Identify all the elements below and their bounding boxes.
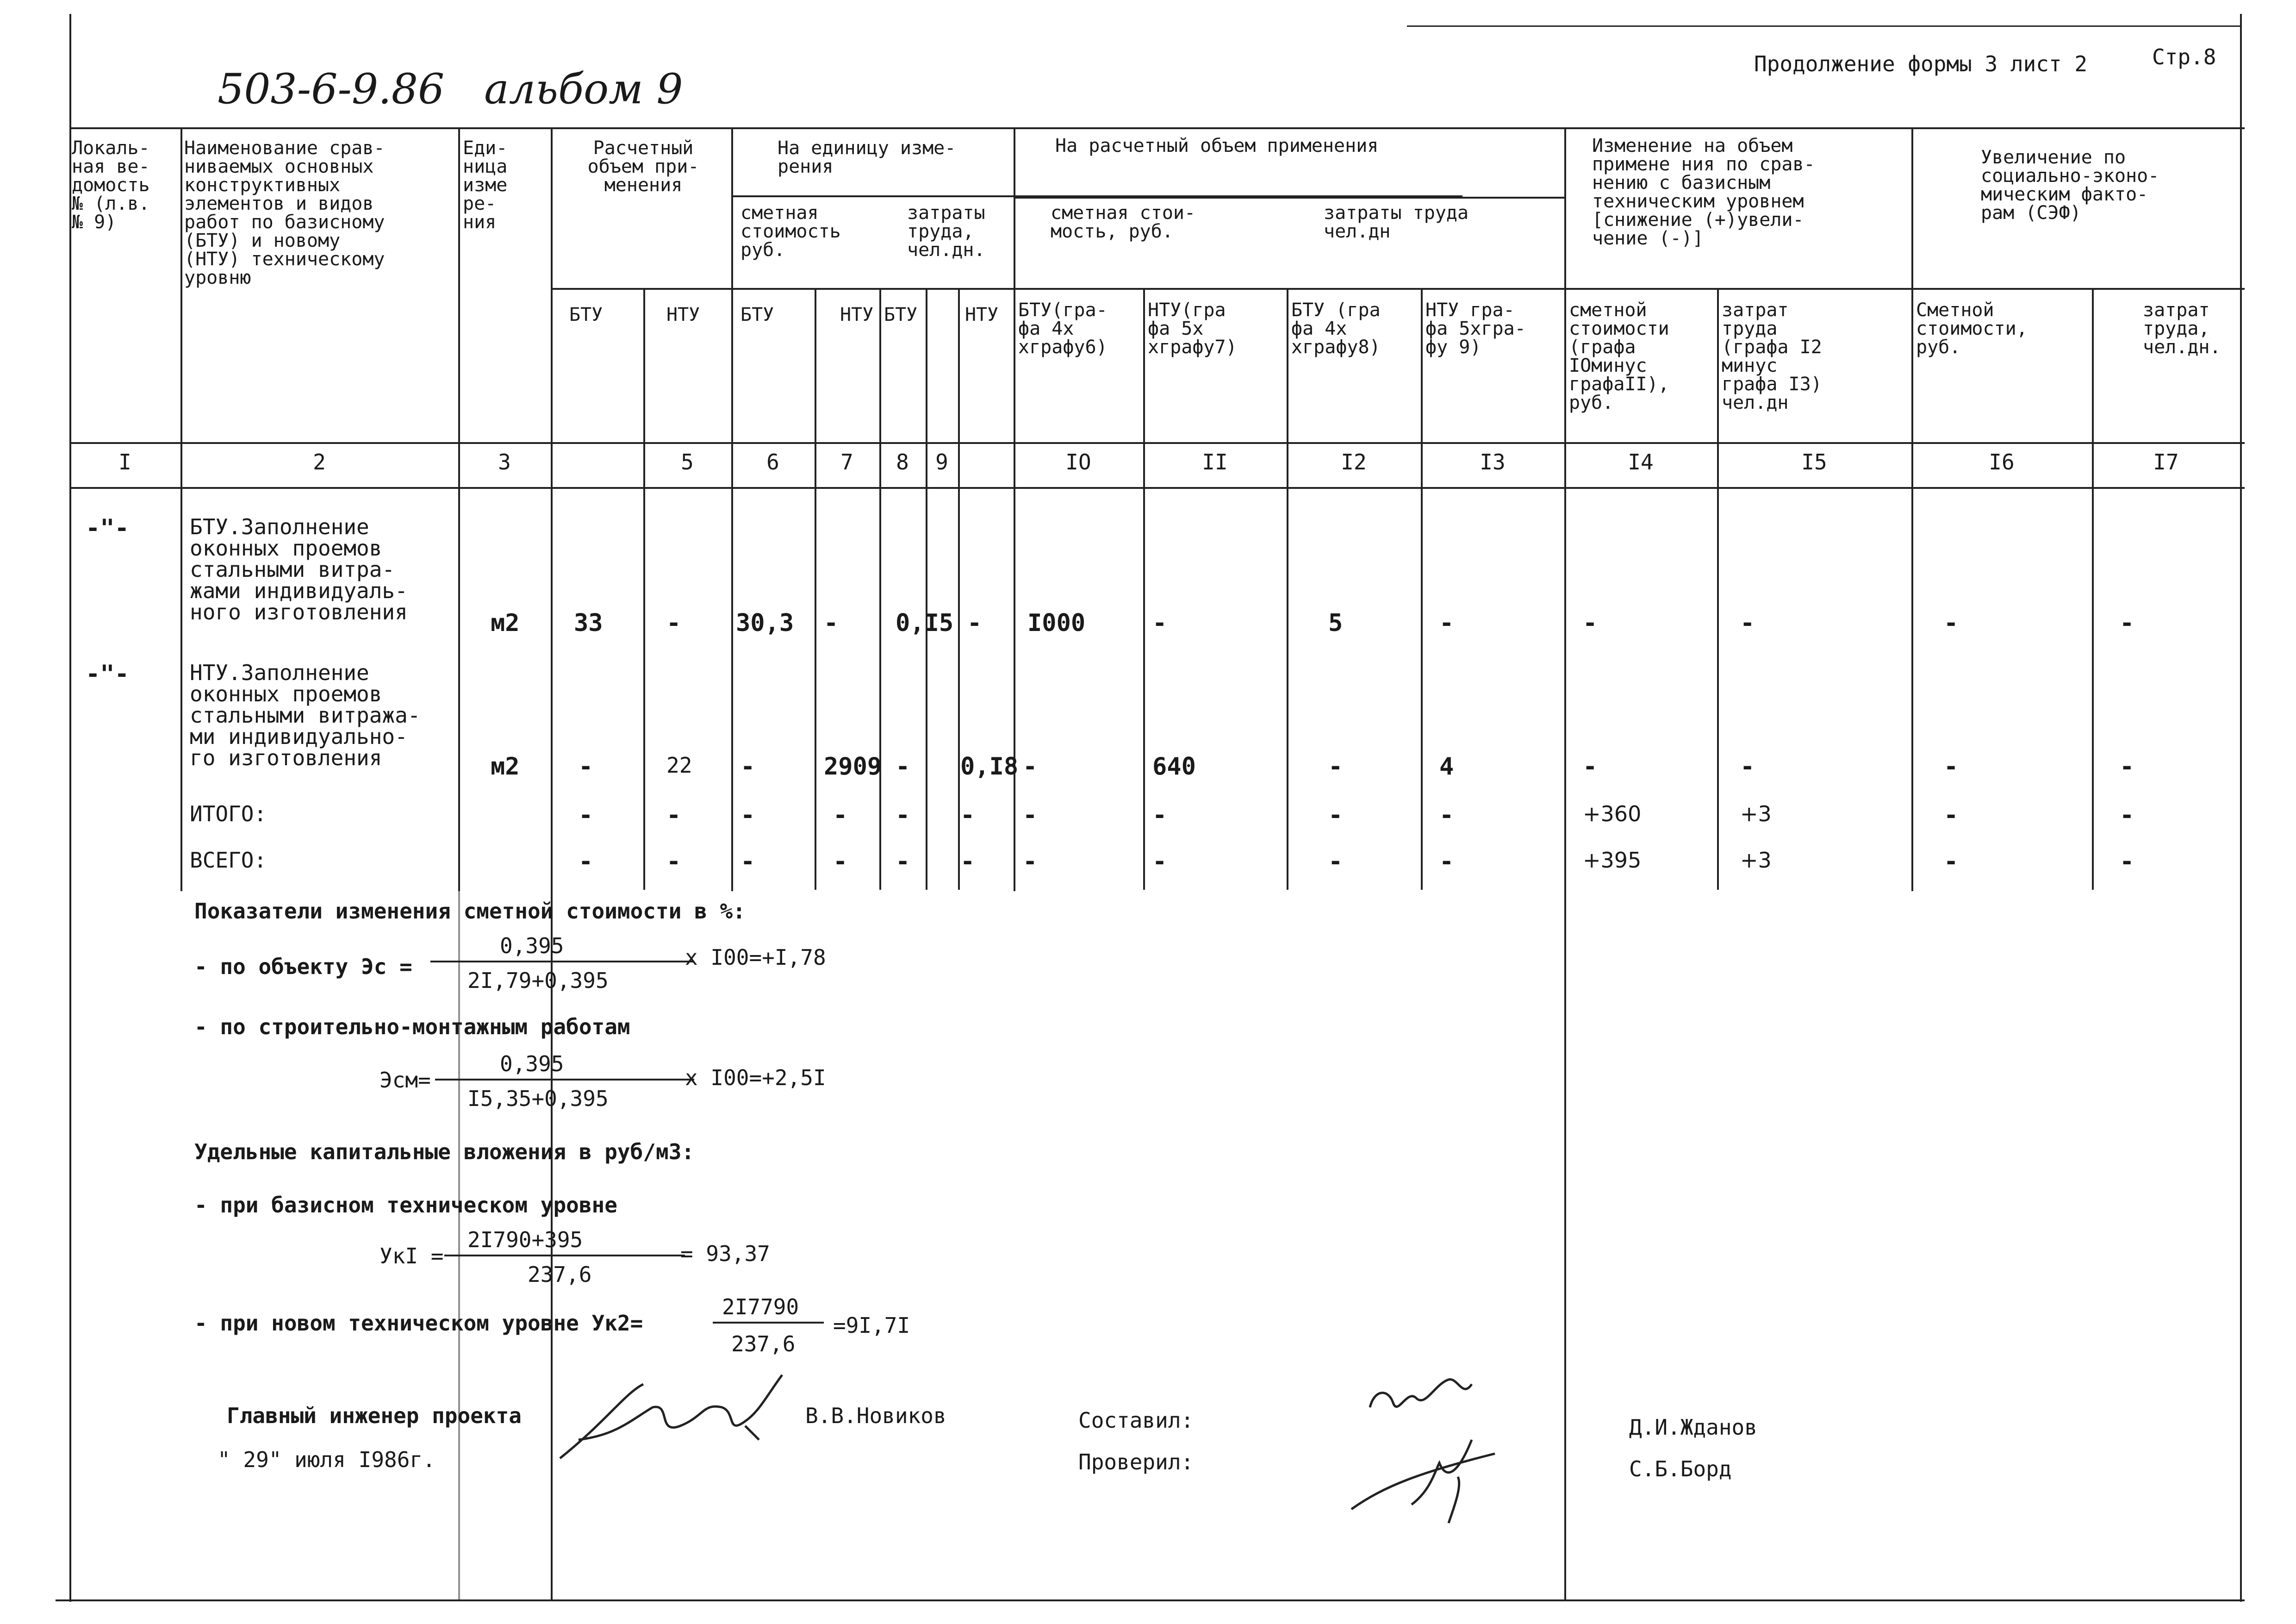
header-col13: НТУ гра- фа 5хгра- фу 9) bbox=[1425, 300, 1526, 358]
calc-object-denominator: 2I,79+0,395 bbox=[467, 968, 609, 993]
header-col12: БТУ (гра фа 4х хграфу8) bbox=[1291, 300, 1381, 358]
header-calc-volume-group: На расчетный объем применения bbox=[1055, 135, 1379, 156]
header-ntu-labor: НТУ bbox=[965, 304, 999, 325]
header-local-statement: Локаль- ная ве- домость № (л.в. № 9) bbox=[72, 137, 150, 233]
calc-capital1-numerator: 2I790+395 bbox=[467, 1227, 583, 1252]
calc-smr-numerator: 0,395 bbox=[500, 1051, 564, 1076]
header-element-name: Наименование срав- ниваемых основных конструктивных элементов и видов работ по базисному (БТУ) и новому (НТУ) техническому уровню bbox=[184, 137, 385, 288]
date: " 29" июля I986г. bbox=[218, 1447, 436, 1472]
header-col15: затрат труда (графа I2 минус графа I3) чел.дн bbox=[1722, 300, 1822, 413]
calc-capital1-label: - при базисном техническом уровне bbox=[194, 1193, 617, 1218]
header-col11: НТУ(гра фа 5х хграфу7) bbox=[1148, 300, 1237, 358]
handwritten-reference: 503-6-9.86 альбом 9 bbox=[218, 65, 683, 113]
header-change-group: Изменение на объем примене ния по срав- нению с базисным техническим уровнем [снижение (+)увели- чение (-)] bbox=[1592, 135, 1815, 249]
header-per-unit-group: На единицу изме- рения bbox=[778, 137, 956, 177]
calc-title: Показатели изменения сметной стоимости в %: bbox=[194, 899, 746, 924]
header-calc-labor: затраты труда чел.дн bbox=[1324, 202, 1469, 242]
chief-engineer-name: В.В.Новиков bbox=[805, 1403, 946, 1428]
calc-smr-prefix: Эсм= bbox=[380, 1068, 431, 1093]
calc-capital2-denominator: 237,6 bbox=[731, 1331, 796, 1356]
calc-object-numerator: 0,395 bbox=[500, 933, 564, 958]
compiler-signature-icon bbox=[1342, 1370, 1546, 1537]
calc-capital2-label: - при новом техническом уровне Ук2= bbox=[194, 1311, 643, 1336]
header-volume-group: Расчетный объем при- менения bbox=[587, 137, 699, 196]
calc-smr-denominator: I5,35+0,395 bbox=[467, 1086, 609, 1111]
header-btu-labor: БТУ bbox=[884, 304, 918, 325]
header-col10: БТУ(гра- фа 4х хграфу6) bbox=[1018, 300, 1108, 358]
chief-engineer-label: Главный инженер проекта bbox=[227, 1403, 522, 1428]
header-unit: Еди- ница изме ре- ния bbox=[463, 137, 508, 233]
calc-capital1-result: = 93,37 bbox=[680, 1241, 770, 1266]
calc-smr-result: х I00=+2,5I bbox=[685, 1065, 826, 1090]
calc-capital2-numerator: 2I7790 bbox=[722, 1294, 799, 1319]
header-btu-cost: БТУ bbox=[740, 304, 774, 325]
calc-capital1-denominator: 237,6 bbox=[528, 1262, 592, 1287]
checked-name: С.Б.Борд bbox=[1629, 1456, 1732, 1481]
header-col14: сметной стоимости (графа IОминус графаII), руб. bbox=[1569, 300, 1669, 413]
header-col17: затрат труда, чел.дн. bbox=[2143, 300, 2221, 358]
header-per-unit-labor: затраты труда, чел.дн. bbox=[907, 202, 985, 261]
page-number: Стр.8 bbox=[2152, 44, 2216, 69]
calc-object-label: - по объекту Эс = bbox=[194, 954, 412, 979]
chief-signature-icon bbox=[551, 1366, 791, 1472]
checked-label: Проверил: bbox=[1078, 1449, 1194, 1474]
calc-capital1-prefix: УкI = bbox=[380, 1243, 444, 1268]
header-per-unit-cost: сметная стоимость руб. bbox=[740, 202, 841, 261]
header-col16: Сметной стоимости, руб. bbox=[1916, 300, 2028, 358]
compiled-label: Составил: bbox=[1078, 1408, 1194, 1433]
header-ntu-cost: НТУ bbox=[840, 304, 874, 325]
top-dash-line bbox=[1407, 25, 2240, 27]
compiled-name: Д.И.Жданов bbox=[1629, 1415, 1757, 1440]
calc-capital2-result: =9I,7I bbox=[833, 1313, 910, 1338]
calc-capital-title: Удельные капитальные вложения в руб/м3: bbox=[194, 1139, 695, 1164]
header-btu-volume: БТУ bbox=[569, 304, 603, 325]
header-increase-group: Увеличение по социально-эконо- мическим факто- рам (СЭФ) bbox=[1981, 147, 2159, 224]
header-ntu-volume: НТУ bbox=[666, 304, 700, 325]
header-calc-cost: сметная стои- мость, руб. bbox=[1051, 202, 1196, 242]
calc-object-result: х I00=+I,78 bbox=[685, 945, 826, 970]
continuation-label: Продолжение формы 3 лист 2 bbox=[1754, 51, 2088, 76]
calc-smr-label: - по строительно-монтажным работам bbox=[194, 1014, 630, 1039]
